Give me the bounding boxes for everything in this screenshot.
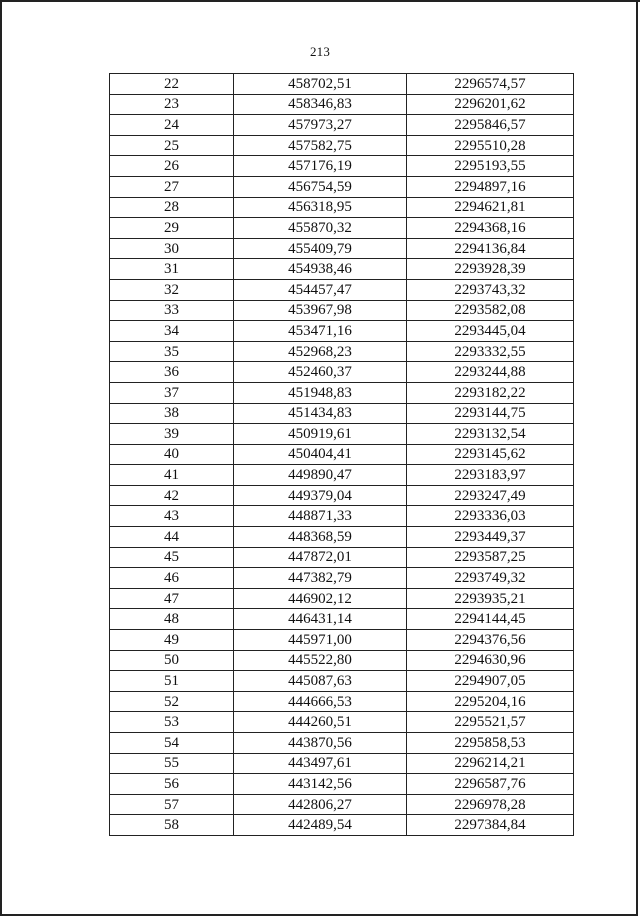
x-coordinate-cell: 446902,12 xyxy=(234,588,407,609)
coordinates-table-body xyxy=(110,74,574,836)
y-coordinate-cell: 2293244,88 xyxy=(407,362,574,383)
table-row xyxy=(110,238,574,259)
y-coordinate-cell: 2296214,21 xyxy=(407,753,574,774)
x-coordinate-cell: 442489,54 xyxy=(234,815,407,836)
table-row xyxy=(110,218,574,239)
table-row xyxy=(110,424,574,445)
y-coordinate-cell: 2295193,55 xyxy=(407,156,574,177)
point-number-cell: 57 xyxy=(110,794,234,815)
x-coordinate-cell: 456754,59 xyxy=(234,176,407,197)
y-coordinate-cell: 2294376,56 xyxy=(407,630,574,651)
page-number: 213 xyxy=(309,44,331,59)
y-coordinate-cell: 2294897,16 xyxy=(407,176,574,197)
x-coordinate-cell: 453471,16 xyxy=(234,321,407,342)
table-row xyxy=(110,321,574,342)
y-coordinate-cell: 2294144,45 xyxy=(407,609,574,630)
y-coordinate-cell: 2293449,37 xyxy=(407,527,574,548)
y-coordinate-cell: 2295204,16 xyxy=(407,691,574,712)
x-coordinate-cell: 447872,01 xyxy=(234,547,407,568)
table-row xyxy=(110,403,574,424)
y-coordinate-cell: 2293582,08 xyxy=(407,300,574,321)
point-number-cell: 27 xyxy=(110,176,234,197)
table-row xyxy=(110,115,574,136)
x-coordinate-cell: 447382,79 xyxy=(234,568,407,589)
x-coordinate-cell: 454457,47 xyxy=(234,279,407,300)
point-number-cell: 24 xyxy=(110,115,234,136)
x-coordinate-cell: 455870,32 xyxy=(234,218,407,239)
table-row xyxy=(110,609,574,630)
y-coordinate-cell: 2296978,28 xyxy=(407,794,574,815)
point-number-cell: 56 xyxy=(110,774,234,795)
table-row xyxy=(110,362,574,383)
x-coordinate-cell: 454938,46 xyxy=(234,259,407,280)
y-coordinate-cell: 2293743,32 xyxy=(407,279,574,300)
table-row xyxy=(110,691,574,712)
point-number-cell: 26 xyxy=(110,156,234,177)
point-number-cell: 58 xyxy=(110,815,234,836)
y-coordinate-cell: 2293749,32 xyxy=(407,568,574,589)
point-number-cell: 51 xyxy=(110,671,234,692)
y-coordinate-cell: 2296201,62 xyxy=(407,94,574,115)
x-coordinate-cell: 449379,04 xyxy=(234,485,407,506)
point-number-cell: 32 xyxy=(110,279,234,300)
point-number-cell: 54 xyxy=(110,733,234,754)
y-coordinate-cell: 2294136,84 xyxy=(407,238,574,259)
point-number-cell: 34 xyxy=(110,321,234,342)
table-row xyxy=(110,774,574,795)
table-row xyxy=(110,197,574,218)
x-coordinate-cell: 448368,59 xyxy=(234,527,407,548)
y-coordinate-cell: 2297384,84 xyxy=(407,815,574,836)
point-number-cell: 41 xyxy=(110,465,234,486)
point-number-cell: 55 xyxy=(110,753,234,774)
y-coordinate-cell: 2293183,97 xyxy=(407,465,574,486)
table-row xyxy=(110,794,574,815)
table-row xyxy=(110,279,574,300)
y-coordinate-cell: 2293587,25 xyxy=(407,547,574,568)
y-coordinate-cell: 2296587,76 xyxy=(407,774,574,795)
table-row xyxy=(110,753,574,774)
x-coordinate-cell: 443870,56 xyxy=(234,733,407,754)
x-coordinate-cell: 451434,83 xyxy=(234,403,407,424)
table-row xyxy=(110,300,574,321)
y-coordinate-cell: 2293182,22 xyxy=(407,382,574,403)
x-coordinate-cell: 443497,61 xyxy=(234,753,407,774)
point-number-cell: 39 xyxy=(110,424,234,445)
table-row xyxy=(110,588,574,609)
coordinates-table xyxy=(109,73,574,836)
x-coordinate-cell: 445971,00 xyxy=(234,630,407,651)
point-number-cell: 36 xyxy=(110,362,234,383)
point-number-cell: 33 xyxy=(110,300,234,321)
point-number-cell: 47 xyxy=(110,588,234,609)
point-number-cell: 37 xyxy=(110,382,234,403)
point-number-cell: 35 xyxy=(110,341,234,362)
y-coordinate-cell: 2293928,39 xyxy=(407,259,574,280)
table-row xyxy=(110,444,574,465)
table-row xyxy=(110,506,574,527)
point-number-cell: 40 xyxy=(110,444,234,465)
table-row xyxy=(110,465,574,486)
y-coordinate-cell: 2294907,05 xyxy=(407,671,574,692)
table-row xyxy=(110,94,574,115)
x-coordinate-cell: 456318,95 xyxy=(234,197,407,218)
x-coordinate-cell: 443142,56 xyxy=(234,774,407,795)
x-coordinate-cell: 458346,83 xyxy=(234,94,407,115)
table-row xyxy=(110,712,574,733)
x-coordinate-cell: 452968,23 xyxy=(234,341,407,362)
point-number-cell: 30 xyxy=(110,238,234,259)
y-coordinate-cell: 2293935,21 xyxy=(407,588,574,609)
x-coordinate-cell: 444666,53 xyxy=(234,691,407,712)
x-coordinate-cell: 445522,80 xyxy=(234,650,407,671)
point-number-cell: 22 xyxy=(110,74,234,95)
x-coordinate-cell: 458702,51 xyxy=(234,74,407,95)
table-row xyxy=(110,176,574,197)
x-coordinate-cell: 446431,14 xyxy=(234,609,407,630)
point-number-cell: 25 xyxy=(110,135,234,156)
y-coordinate-cell: 2295521,57 xyxy=(407,712,574,733)
x-coordinate-cell: 457582,75 xyxy=(234,135,407,156)
y-coordinate-cell: 2293336,03 xyxy=(407,506,574,527)
table-row xyxy=(110,671,574,692)
y-coordinate-cell: 2293332,55 xyxy=(407,341,574,362)
table-row xyxy=(110,156,574,177)
y-coordinate-cell: 2294621,81 xyxy=(407,197,574,218)
table-row xyxy=(110,568,574,589)
table-row xyxy=(110,341,574,362)
point-number-cell: 43 xyxy=(110,506,234,527)
x-coordinate-cell: 442806,27 xyxy=(234,794,407,815)
point-number-cell: 42 xyxy=(110,485,234,506)
table-row xyxy=(110,650,574,671)
x-coordinate-cell: 444260,51 xyxy=(234,712,407,733)
y-coordinate-cell: 2295858,53 xyxy=(407,733,574,754)
x-coordinate-cell: 453967,98 xyxy=(234,300,407,321)
table-row xyxy=(110,733,574,754)
y-coordinate-cell: 2294630,96 xyxy=(407,650,574,671)
x-coordinate-cell: 451948,83 xyxy=(234,382,407,403)
x-coordinate-cell: 452460,37 xyxy=(234,362,407,383)
x-coordinate-cell: 457176,19 xyxy=(234,156,407,177)
x-coordinate-cell: 450919,61 xyxy=(234,424,407,445)
x-coordinate-cell: 445087,63 xyxy=(234,671,407,692)
x-coordinate-cell: 450404,41 xyxy=(234,444,407,465)
x-coordinate-cell: 448871,33 xyxy=(234,506,407,527)
x-coordinate-cell: 449890,47 xyxy=(234,465,407,486)
point-number-cell: 29 xyxy=(110,218,234,239)
point-number-cell: 38 xyxy=(110,403,234,424)
point-number-cell: 44 xyxy=(110,527,234,548)
y-coordinate-cell: 2293145,62 xyxy=(407,444,574,465)
table-row xyxy=(110,382,574,403)
x-coordinate-cell: 457973,27 xyxy=(234,115,407,136)
point-number-cell: 23 xyxy=(110,94,234,115)
y-coordinate-cell: 2296574,57 xyxy=(407,74,574,95)
y-coordinate-cell: 2293445,04 xyxy=(407,321,574,342)
table-row xyxy=(110,630,574,651)
table-row xyxy=(110,527,574,548)
y-coordinate-cell: 2293247,49 xyxy=(407,485,574,506)
point-number-cell: 52 xyxy=(110,691,234,712)
y-coordinate-cell: 2295510,28 xyxy=(407,135,574,156)
point-number-cell: 31 xyxy=(110,259,234,280)
point-number-cell: 48 xyxy=(110,609,234,630)
table-row xyxy=(110,815,574,836)
point-number-cell: 53 xyxy=(110,712,234,733)
table-row xyxy=(110,547,574,568)
point-number-cell: 46 xyxy=(110,568,234,589)
y-coordinate-cell: 2294368,16 xyxy=(407,218,574,239)
table-row xyxy=(110,485,574,506)
table-row xyxy=(110,74,574,95)
point-number-cell: 28 xyxy=(110,197,234,218)
point-number-cell: 45 xyxy=(110,547,234,568)
point-number-cell: 49 xyxy=(110,630,234,651)
x-coordinate-cell: 455409,79 xyxy=(234,238,407,259)
table-row xyxy=(110,135,574,156)
y-coordinate-cell: 2295846,57 xyxy=(407,115,574,136)
y-coordinate-cell: 2293144,75 xyxy=(407,403,574,424)
point-number-cell: 50 xyxy=(110,650,234,671)
table-row xyxy=(110,259,574,280)
y-coordinate-cell: 2293132,54 xyxy=(407,424,574,445)
